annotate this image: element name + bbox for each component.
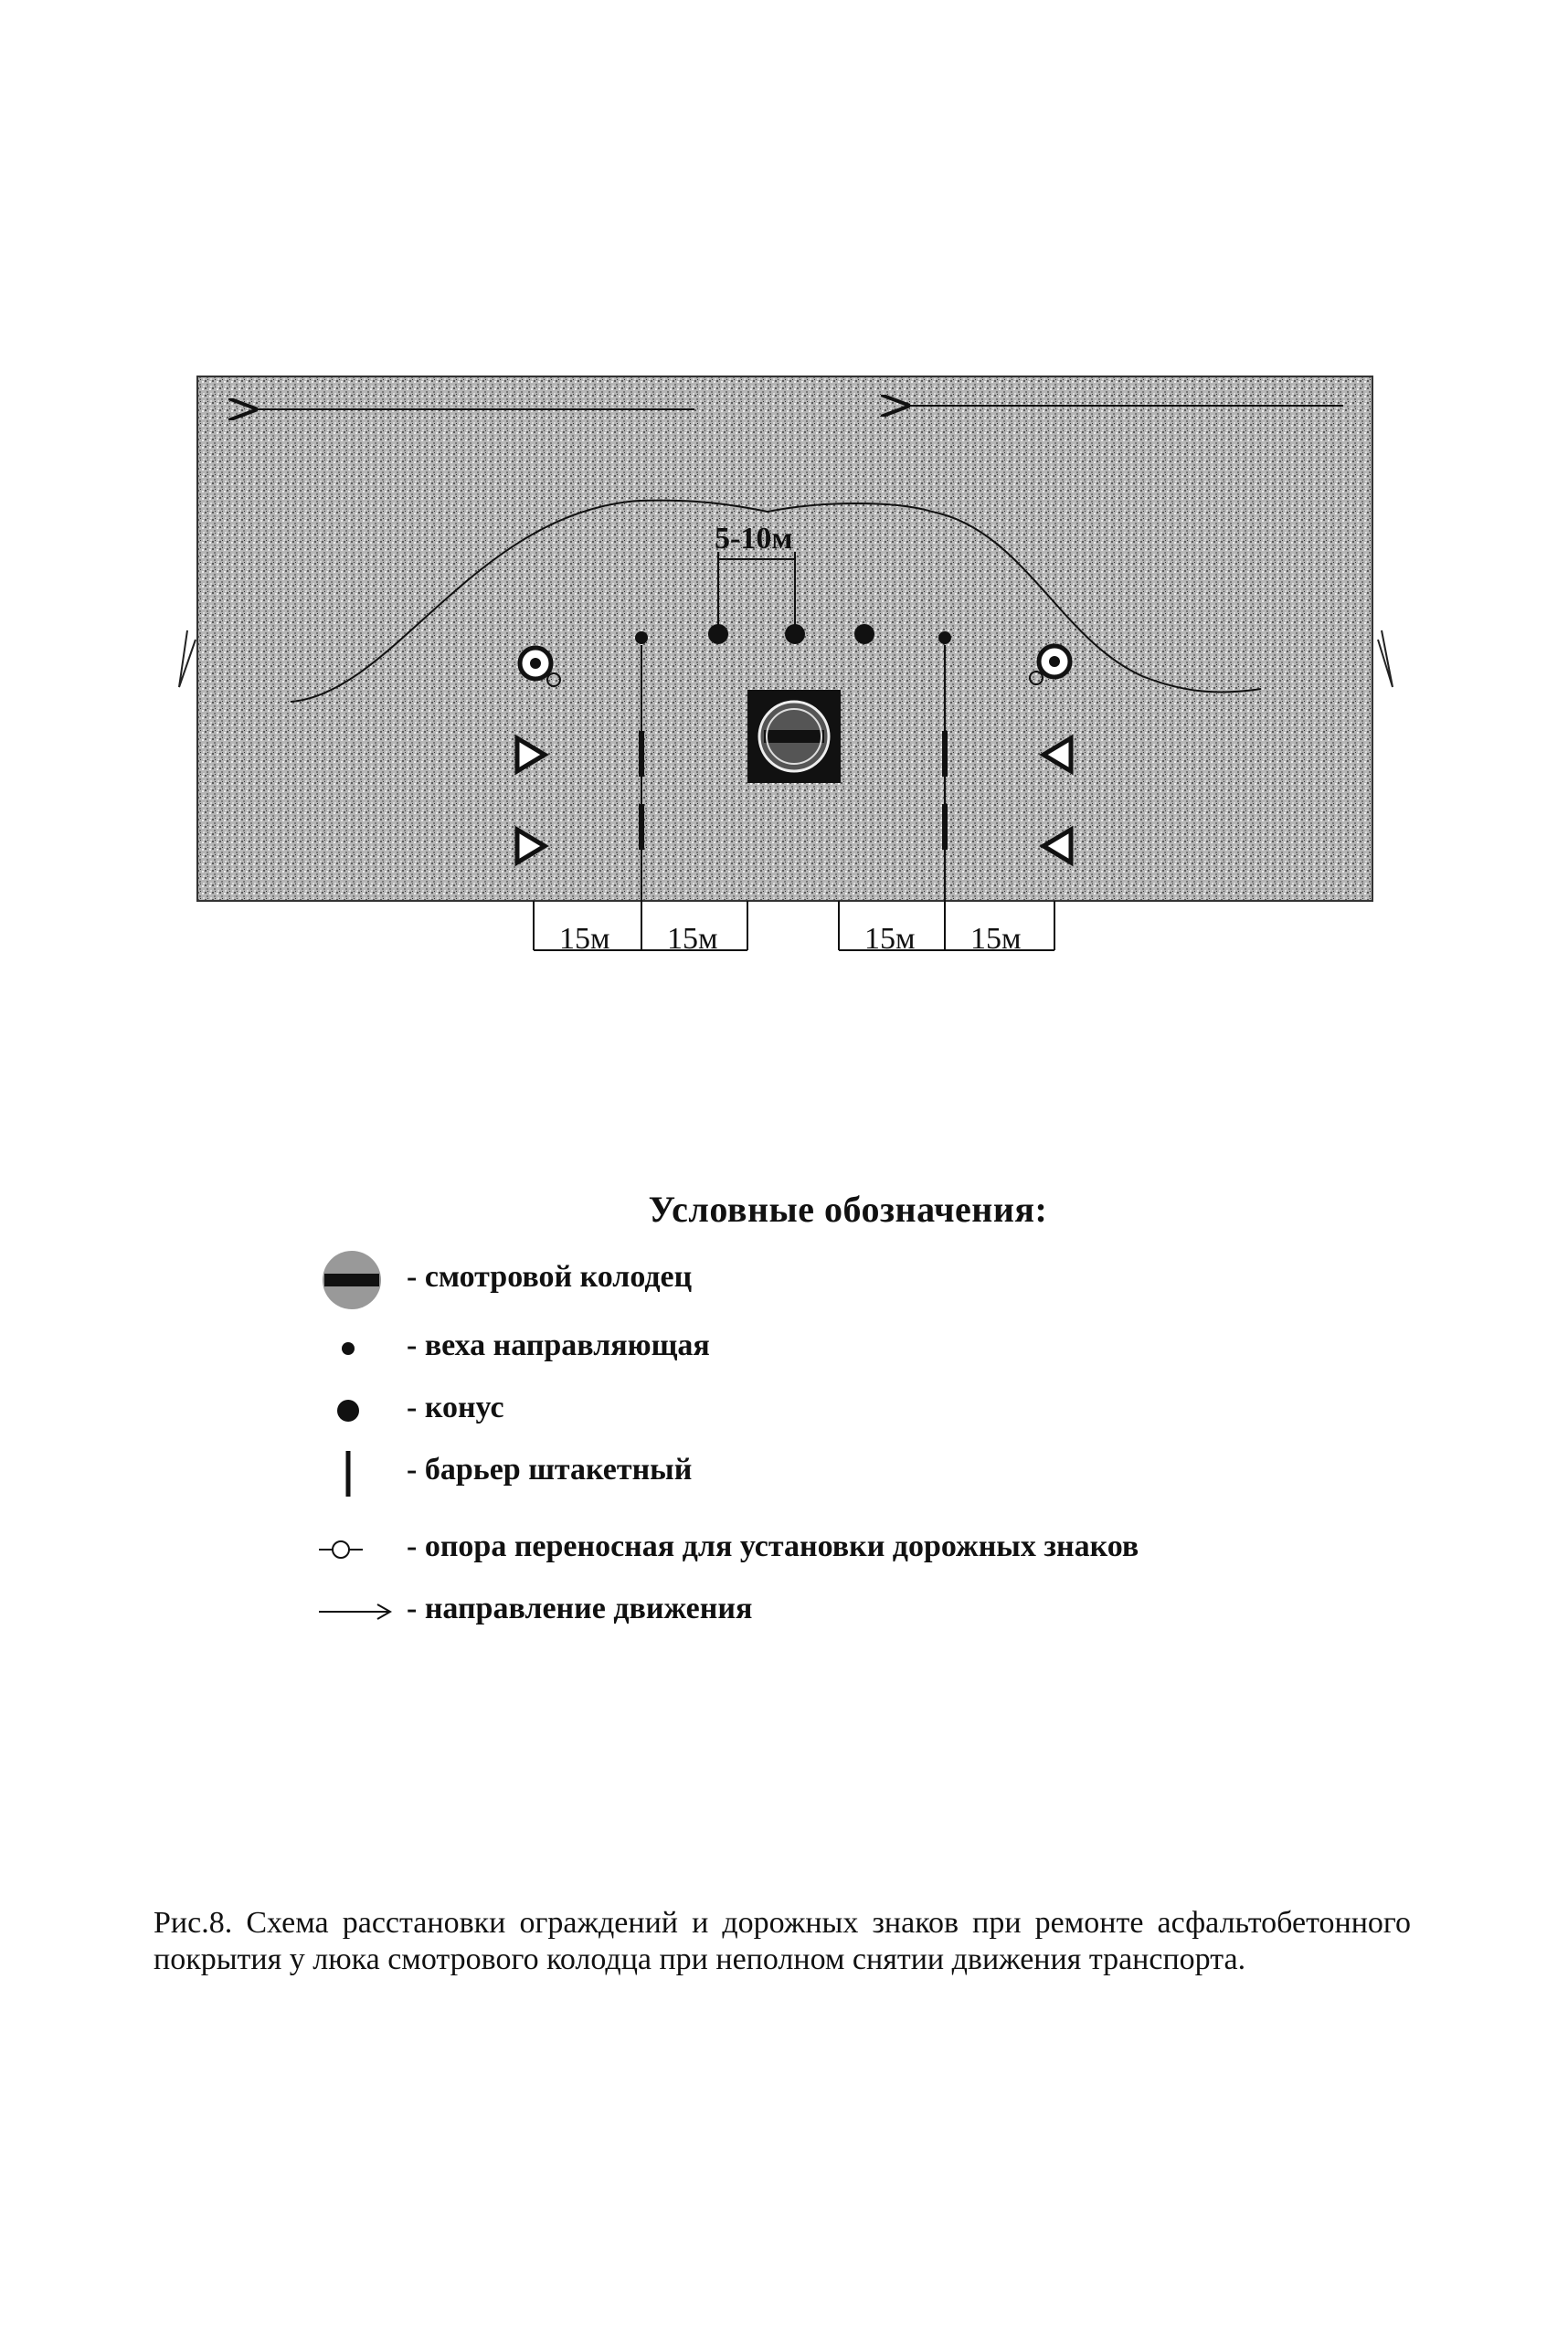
dimension-label-4: 15м: [970, 922, 1022, 956]
portable-support-icon: [315, 1517, 397, 1581]
guide-post-icon: [315, 1316, 397, 1380]
guide-post: [635, 631, 648, 644]
cone: [785, 624, 805, 644]
road-edge-mark-right: [1378, 630, 1393, 687]
dimension-label-1: 15м: [559, 922, 610, 956]
gap-dimension-label: 5-10м: [715, 522, 793, 556]
legend-item-support: [315, 1517, 1320, 1581]
legend-item-barrier: [315, 1440, 1320, 1504]
manhole-icon: [747, 690, 841, 783]
dimension-label-2: 15м: [667, 922, 718, 956]
legend-item-cone: [315, 1378, 1320, 1442]
road-edge-mark-left: [179, 630, 196, 687]
legend-text: - опора переносная для установки дорожных знаков: [407, 1529, 1139, 1563]
legend-item-guide-post: [315, 1316, 1320, 1380]
road-scheme-diagram: [0, 0, 1568, 1005]
guide-post: [938, 631, 951, 644]
figure-caption: Рис.8. Схема расстановки ограждений и дорожных знаков при ремонте асфальтобетонного покрытия у люка смотрового колодца при неполном снятии движения транспорта.: [154, 1906, 1411, 1976]
cone-icon: [315, 1378, 397, 1442]
picket-barrier-icon: [315, 1440, 397, 1504]
legend-item-manhole: [315, 1247, 1320, 1311]
legend-text: - барьер штакетный: [407, 1453, 693, 1487]
cone: [854, 624, 874, 644]
traffic-direction-icon: [315, 1579, 397, 1643]
dimension-label-3: 15м: [864, 922, 916, 956]
legend-text: - веха направляющая: [407, 1328, 710, 1362]
manhole-icon: [315, 1247, 397, 1311]
legend-title: Условные обозначения:: [648, 1189, 1048, 1230]
cone: [708, 624, 728, 644]
road-surface: [197, 376, 1372, 901]
legend-text: - смотровой колодец: [407, 1260, 693, 1294]
legend-text: - направление движения: [407, 1592, 753, 1625]
legend-item-direction: [315, 1579, 1320, 1643]
legend-text: - конус: [407, 1391, 504, 1424]
